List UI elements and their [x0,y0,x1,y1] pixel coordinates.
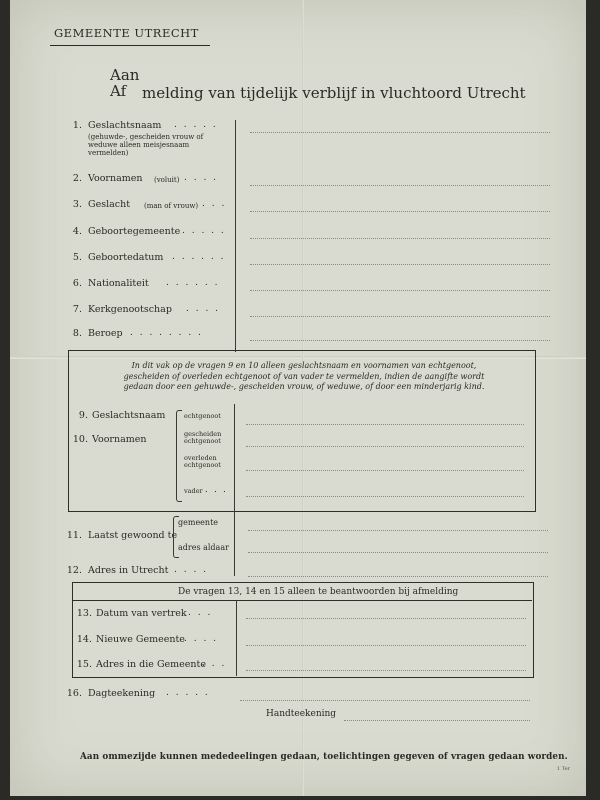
column-divider [235,120,236,352]
answer-line-5[interactable] [250,264,550,266]
title-prefix-af: Af [110,82,127,100]
spouse-box-note: In dit vak op de vragen 9 en 10 alleen geslachtsnaam en voornamen van echtgenoot, gescheiden of overleden echtgenoot of van vader te vermelden, indien de aangifte wordt gedaan door een gehuwde-, gescheiden vrouw, of weduwe, of door een minderjarig kind. [123,361,485,391]
answer-line-11b[interactable] [248,552,548,554]
answer-line-3[interactable] [250,211,550,213]
answer-line-13[interactable] [246,618,526,620]
field-note: (gehuwde-, gescheiden vrouw of weduwe alleen meisjesnaam vermelden) [88,133,204,157]
print-mark: 1 Ter [556,766,570,772]
sub-echtgenoot: echtgenoot [184,412,221,420]
answer-line-7[interactable] [250,316,550,318]
answer-line-6[interactable] [250,290,550,292]
answer-line-8[interactable] [250,340,550,342]
departure-divider [236,600,237,676]
answer-line-11a[interactable] [248,530,548,532]
departure-heading-rule [72,600,532,602]
signature-label: Handteekening [266,709,337,719]
sub-overleden: overleden echtgenoot [184,454,221,469]
answer-line-1[interactable] [250,132,550,134]
answer-line-2[interactable] [250,185,550,187]
answer-line-9[interactable] [246,424,524,426]
header-underline [50,45,210,46]
answer-line-16[interactable] [240,700,530,702]
title-prefix-aan: Aan [110,66,140,84]
municipality-header: GEMEENTE UTRECHT [54,26,199,40]
answer-line-10a[interactable] [246,446,524,448]
sub-vader-dots: . . . [205,485,228,494]
answer-line-14[interactable] [246,645,526,647]
answer-line-12[interactable] [248,576,548,578]
sub-gemeente: gemeente [178,518,219,527]
title-text: melding van tijdelijk verblijf in vluchtoord Utrecht [142,84,526,102]
sub-gescheiden: gescheiden echtgenoot [184,430,222,445]
spouse-brace [176,410,182,502]
sub-vader: vader [184,487,203,495]
answer-line-10c[interactable] [246,496,524,498]
footer-note: Aan ommezijde kunnen mededeelingen gedaan, toelichtingen gegeven of vragen gedaan worden. [80,752,568,762]
answer-line-4[interactable] [250,238,550,240]
answer-line-10b[interactable] [246,470,524,472]
sub-adres-aldaar: adres aldaar [178,543,229,552]
form-sheet: GEMEENTE UTRECHT Aan Af melding van tijdelijk verblijf in vluchtoord Utrecht 1. Geslachtsnaam . . . . . (gehuwde-, gescheiden vrouw of weduwe alleen meisjesnaam vermelden) 2. Voornamen (voluit) . . . . 3. Geslacht (man of vrouw) . . . 4. Geboortegemeente . . . . . 5. Geboortedatum . . . . . . 6. Nationaliteit . . . . . . 7. Kerkgenootschap . . . . 8. Beroep . . . . . . . . In dit vak op de vragen 9 en 10 alleen geslachtsnaam en voornamen van echtgenoot, gescheiden of overleden echtgenoot of van vader te vermelden, indien de aangifte wordt gedaan door een gehuwde-, gescheiden vrouw, of weduwe, of door een minderjarig kind. 9. Geslachtsnaam 10. Voornamen echtgenoot gescheiden echtgenoot overleden echtgenoot vader . . . 11. Laatst gewoond te gemeente adres aldaar 12. Adres in Utrecht . . . . De vragen 13, 14 en 15 alleen te beantwoorden bij afmelding 13. Datum van vertrek . . . 14. Nieuwe Gemeente . . . . 15. Adres in die Gemeente . . . 16. Dagteekening . . . . . Handteekening Aan ommezijde kunnen mededeelingen gedaan, toelichtingen gegeven of vragen gedaan worden. 1 Ter [10,0,586,796]
answer-line-15[interactable] [246,670,526,672]
lower-divider [234,510,235,576]
signature-line[interactable] [344,720,530,722]
spouse-divider [234,404,235,510]
departure-heading: De vragen 13, 14 en 15 alleen te beantwoorden bij afmelding [178,587,459,597]
